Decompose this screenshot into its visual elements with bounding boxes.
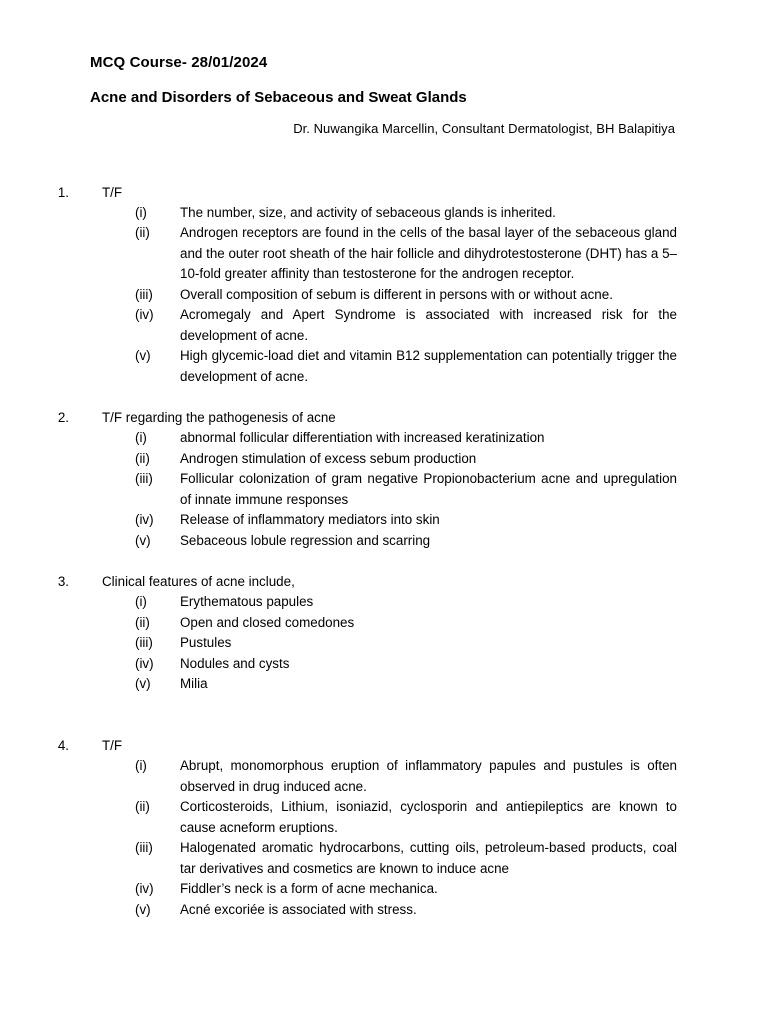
list-item bbox=[0, 592, 768, 613]
item-label: (v) bbox=[135, 901, 151, 917]
item-text: Corticosteroids, Lithium, isoniazid, cyclosporin and antiepileptics are known to cause acneform eruptions. bbox=[180, 799, 677, 835]
list-item bbox=[0, 346, 768, 387]
page-title: Acne and Disorders of Sebaceous and Sweat Glands bbox=[90, 89, 467, 106]
question-number: 1. bbox=[57, 184, 69, 200]
question-2 bbox=[0, 408, 768, 552]
list-item bbox=[0, 756, 768, 797]
item-label: (ii) bbox=[135, 799, 150, 814]
question-stem: T/F bbox=[102, 184, 123, 200]
item-label: (ii) bbox=[135, 225, 150, 240]
question-3 bbox=[0, 572, 768, 695]
list-item bbox=[0, 838, 768, 879]
item-text: Halogenated aromatic hydrocarbons, cutting oils, petroleum-based products, coal tar derivatives and cosmetics are known to induce acne bbox=[180, 840, 677, 876]
list-item bbox=[0, 223, 768, 285]
item-label: (iii) bbox=[135, 635, 153, 650]
list-item bbox=[0, 285, 768, 306]
item-label: (iii) bbox=[135, 471, 153, 486]
list-item bbox=[0, 900, 768, 921]
item-label: (iv) bbox=[135, 512, 154, 527]
item-label: (v) bbox=[135, 532, 151, 548]
item-label: (i) bbox=[135, 430, 147, 445]
item-text: Androgen stimulation of excess sebum production bbox=[180, 450, 477, 466]
item-text: Androgen receptors are found in the cells of the basal layer of the sebaceous gland and the outer root sheath of the hair follicle and dihydrotestosterone (DHT) has a 5–10-fold greater affinity than testosterone for the androgen receptor. bbox=[180, 225, 677, 281]
question-number: 3. bbox=[57, 574, 69, 590]
item-label: (iii) bbox=[135, 286, 153, 302]
list-item bbox=[0, 531, 768, 552]
list-item bbox=[0, 510, 768, 531]
list-item bbox=[0, 203, 768, 224]
item-text: High glycemic-load diet and vitamin B12 supplementation can potentially trigger the development of acne. bbox=[180, 348, 677, 384]
list-item bbox=[0, 879, 768, 900]
item-label: (i) bbox=[135, 204, 147, 220]
item-label: (iv) bbox=[135, 881, 154, 896]
course-heading: MCQ Course- 28/01/2024 bbox=[90, 54, 268, 71]
author-line: Dr. Nuwangika Marcellin, Consultant Dermatologist, BH Balapitiya bbox=[293, 121, 675, 136]
question-stem: Clinical features of acne include, bbox=[102, 574, 295, 590]
item-text: Acromegaly and Apert Syndrome is associated with increased risk for the development of acne. bbox=[180, 307, 677, 343]
item-label: (v) bbox=[135, 676, 151, 691]
item-text: Nodules and cysts bbox=[180, 655, 290, 671]
item-label: (ii) bbox=[135, 614, 150, 630]
list-item bbox=[0, 633, 768, 654]
item-text: Overall composition of sebum is different in persons with or without acne. bbox=[180, 286, 613, 302]
item-label: (i) bbox=[135, 758, 147, 773]
item-text: The number, size, and activity of sebaceous glands is inherited. bbox=[180, 204, 556, 220]
list-item bbox=[0, 797, 768, 838]
list-item bbox=[0, 469, 768, 510]
item-text: Acné excoriée is associated with stress. bbox=[180, 901, 417, 917]
list-item bbox=[0, 428, 768, 449]
item-label: (v) bbox=[135, 348, 151, 363]
list-item bbox=[0, 674, 768, 695]
item-text: Sebaceous lobule regression and scarring bbox=[180, 532, 431, 548]
item-label: (iv) bbox=[135, 307, 154, 322]
item-text: Abrupt, monomorphous eruption of inflammatory papules and pustules is often observed in drug induced acne. bbox=[180, 758, 677, 794]
question-1 bbox=[0, 182, 768, 387]
question-number: 2. bbox=[57, 410, 69, 426]
item-label: (i) bbox=[135, 594, 147, 609]
question-4 bbox=[0, 736, 768, 921]
list-item bbox=[0, 449, 768, 470]
item-text: Fiddler’s neck is a form of acne mechanica. bbox=[180, 881, 438, 896]
item-text: Pustules bbox=[180, 635, 232, 650]
item-text: Erythematous papules bbox=[180, 594, 314, 609]
question-number: 4. bbox=[57, 738, 69, 754]
item-text: Follicular colonization of gram negative Propionobacterium acne and upregulation of innate immune responses bbox=[180, 471, 677, 507]
item-label: (ii) bbox=[135, 450, 150, 466]
item-text: Release of inflammatory mediators into skin bbox=[180, 512, 440, 527]
question-stem: T/F regarding the pathogenesis of acne bbox=[102, 410, 336, 426]
list-item bbox=[0, 654, 768, 675]
item-label: (iii) bbox=[135, 840, 153, 855]
item-text: Milia bbox=[180, 676, 208, 691]
list-item bbox=[0, 305, 768, 346]
question-list bbox=[0, 182, 768, 920]
item-label: (iv) bbox=[135, 655, 154, 671]
item-text: abnormal follicular differentiation with increased keratinization bbox=[180, 430, 545, 445]
list-item bbox=[0, 613, 768, 634]
item-text: Open and closed comedones bbox=[180, 614, 355, 630]
question-stem: T/F bbox=[102, 738, 123, 754]
